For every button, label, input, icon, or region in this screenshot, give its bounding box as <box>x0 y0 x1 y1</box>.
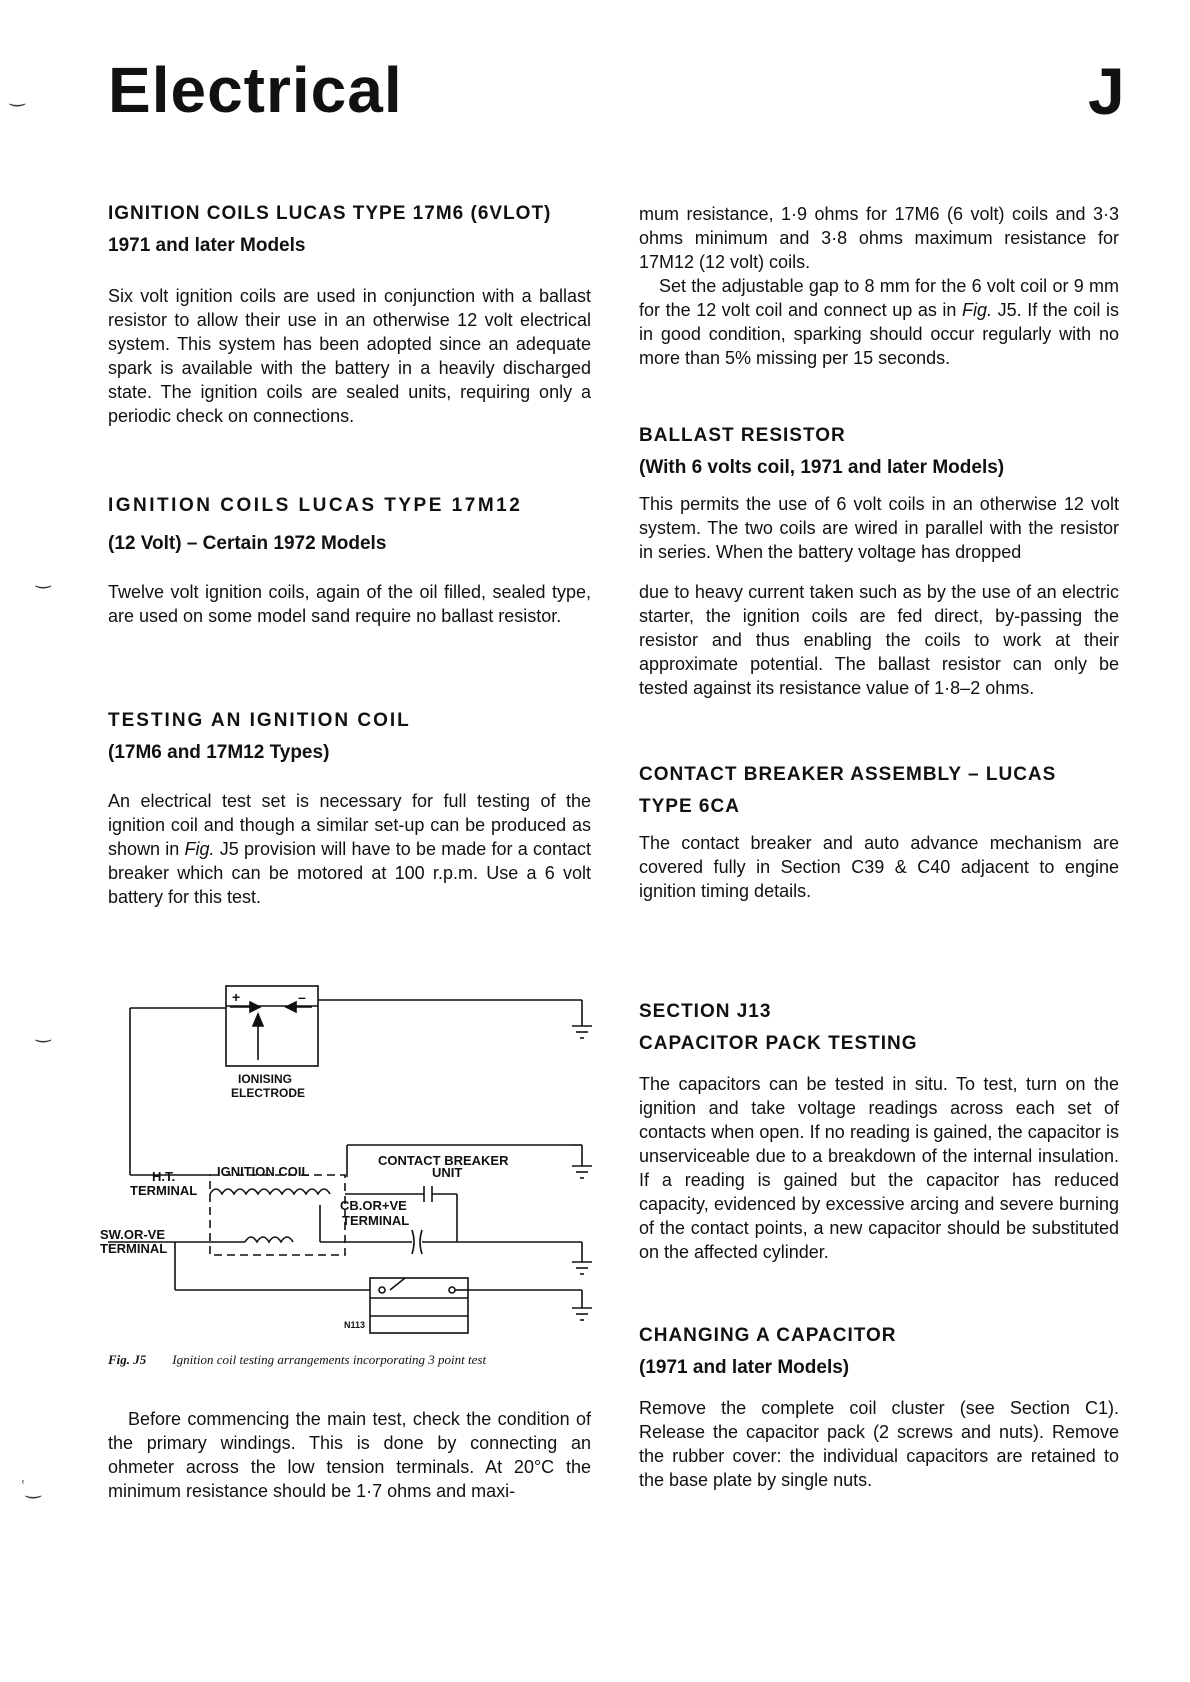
ground-symbol <box>572 1308 592 1320</box>
section-body: Remove the complete coil cluster (see Section C1). Release the capacitor pack (2 screws and nuts). Remove the rubber cover: the individual capacitors are retained to the base plate by single nuts. <box>639 1398 1119 1490</box>
label-ionising: IONISING <box>238 1072 293 1086</box>
label-plus: + <box>232 989 241 1005</box>
page-title: Electrical <box>108 54 403 126</box>
figure-j5-diagram <box>100 980 600 1345</box>
margin-mark: ‿ <box>10 86 25 106</box>
section-contact-breaker <box>639 759 1119 903</box>
electrode-arrow <box>253 1014 263 1026</box>
section-heading: CHANGING A CAPACITOR <box>639 1325 897 1346</box>
label-sw-or-ve: SW.OR-VE <box>100 1227 166 1242</box>
section-testing <box>108 705 591 909</box>
section-j13 <box>639 996 1119 1264</box>
ignition-coil-box <box>210 1175 345 1255</box>
section-heading: SECTION J13 <box>639 1001 772 1022</box>
margin-mark: ʿ‿ <box>20 1478 41 1498</box>
label-electrode: ELECTRODE <box>231 1086 306 1100</box>
section-body: mum resistance, 1·9 ohms for 17M6 (6 volt) coils and 3·3 ohms minimum and 3·8 ohms maximum resistance for 17M12 (12 volt) coils. <box>639 204 1119 272</box>
section-body: due to heavy current taken such as by the use of an electric starter, the ignition coils are fed direct, by-passing the resistor and thus enabling the coils to work at their approximate potential. The ballast resistor can only be tested against its resistance value of 1·8–2 ohms. <box>639 582 1119 698</box>
figure-caption-text: Ignition coil testing arrangements incorporating 3 point test <box>172 1352 487 1367</box>
section-body: The contact breaker and auto advance mechanism are covered fully in Section C39 & C40 adjacent to engine ignition timing details. <box>639 833 1119 901</box>
section-heading: BALLAST RESISTOR <box>639 425 846 446</box>
fig-reference: Fig. <box>962 300 993 320</box>
ground-symbol <box>572 1166 592 1178</box>
fig-reference: Fig. <box>184 839 215 859</box>
label-ht: H.T. <box>152 1169 176 1184</box>
section-body: This permits the use of 6 volt coils in an otherwise 12 volt system. The two coils are wired in parallel with the resistor in series. When the battery voltage has dropped <box>639 494 1119 562</box>
section-changing <box>639 1320 1119 1492</box>
section-body: The capacitors can be tested in situ. To test, turn on the ignition and take voltage readings across each set of contacts when open. If no reading is gained, the capacitor is unserviceable due to a breakdown of the internal insulation. If a reading is gained but the capacitor has reduced capacity, evidenced by excessive arcing and severe burning of the contact points, a new capacitor should be substituted on the affected cylinder. <box>639 1074 1119 1262</box>
label-unit: UNIT <box>432 1165 463 1180</box>
margin-mark: ‿ <box>36 568 51 588</box>
electrode-arrow <box>250 1002 260 1012</box>
section-subheading: (12 Volt) – Certain 1972 Models <box>108 533 387 554</box>
section-letter: J <box>1088 54 1125 128</box>
section-coils-17m12 <box>108 490 591 628</box>
label-ht-terminal: TERMINAL <box>130 1183 198 1198</box>
section-body: Before commencing the main test, check the condition of the primary windings. This is done by connecting an ohmeter across the low tension terminals. At 20°C the minimum resistance should be 1·7 ohms and maxi- <box>108 1409 591 1501</box>
label-sw-terminal: TERMINAL <box>100 1241 168 1256</box>
section-before-test <box>108 1407 591 1503</box>
section-heading: CONTACT BREAKER ASSEMBLY – LUCAS <box>639 764 1057 785</box>
section-subheading: (With 6 volts coil, 1971 and later Models) <box>639 457 1005 478</box>
electrode-arrow <box>286 1002 296 1012</box>
label-contact-breaker: CONTACT BREAKER <box>378 1153 509 1168</box>
section-ballast <box>639 420 1119 700</box>
coil-winding <box>210 1189 330 1194</box>
ground-symbol <box>572 1262 592 1274</box>
section-heading: TESTING AN IGNITION COIL <box>108 710 411 731</box>
label-ignition-coil: IGNITION COIL <box>217 1164 310 1179</box>
figure-caption-label: Fig. J5 <box>108 1352 147 1367</box>
label-cb-or-ve: CB.OR+VE <box>340 1198 407 1213</box>
section-body: Twelve volt ignition coils, again of the oil filled, sealed type, are used on some model sand require no ballast resistor. <box>108 582 591 626</box>
label-cb-terminal: TERMINAL <box>342 1213 410 1228</box>
section-body: Set the adjustable gap to 8 mm for the 6 volt coil or 9 mm for the 12 volt coil and connect up as in Fig. J5. If the coil is in good condition, sparking should occur regularly with no more than 5% missing per 15 seconds. <box>639 276 1119 368</box>
section-continuation <box>639 202 1119 370</box>
section-body: Six volt ignition coils are used in conjunction with a ballast resistor to allow their use in an otherwise 12 volt electrical system. This system has been adopted since an adequate spark is available with the battery in a heavily discharged state. The ignition coils are sealed units, requiring only a periodic check on connections. <box>108 286 591 426</box>
section-heading: CAPACITOR PACK TESTING <box>639 1033 918 1054</box>
section-subheading: (1971 and later Models) <box>639 1357 850 1378</box>
section-coils-17m6 <box>108 198 591 428</box>
ground-symbol <box>572 1026 592 1038</box>
label-figure-ref: N113 <box>344 1320 366 1330</box>
section-subheading: (17M6 and 17M12 Types) <box>108 742 330 763</box>
capacitor <box>412 1230 414 1254</box>
battery-box <box>370 1278 468 1333</box>
capacitor <box>420 1230 422 1254</box>
section-heading: IGNITION COILS LUCAS TYPE 17M12 <box>108 495 523 516</box>
label-minus: – <box>298 989 306 1005</box>
margin-mark: ‿ <box>36 1022 51 1042</box>
section-heading: TYPE 6CA <box>639 796 740 817</box>
figure-caption <box>108 1352 486 1368</box>
section-body: An electrical test set is necessary for full testing of the ignition coil and though a similar set-up can be produced as shown in Fig. J5 provision will have to be made for a contact breaker which can be motored at 100 r.p.m. Use a 6 volt battery for this test. <box>108 791 591 907</box>
coil-winding <box>245 1237 293 1242</box>
section-heading: IGNITION COILS LUCAS TYPE 17M6 (6VLOT) <box>108 203 552 224</box>
section-subheading: 1971 and later Models <box>108 235 306 256</box>
